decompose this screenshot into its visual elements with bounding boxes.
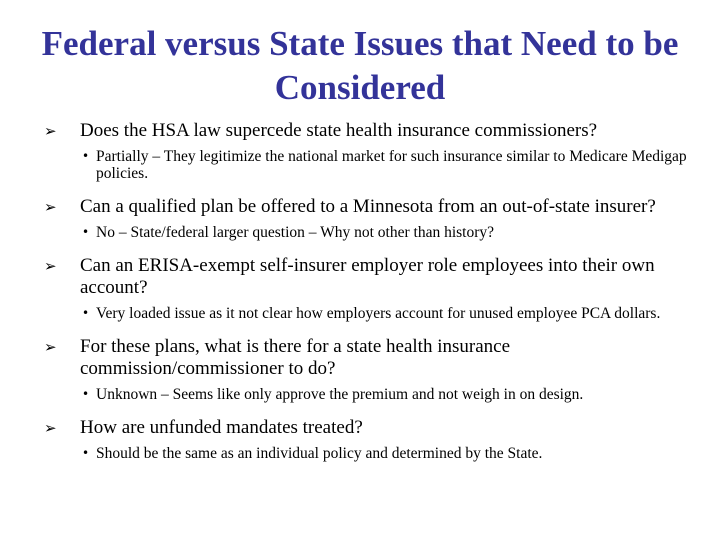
sub-bullet-text: No – State/federal larger question – Why not other than history? — [96, 224, 495, 241]
arrow-bullet-icon: ➢ — [44, 122, 57, 140]
bullet-text: Does the HSA law supercede state health insurance commissioners? — [80, 120, 598, 141]
arrow-bullet-icon: ➢ — [44, 257, 57, 275]
dot-bullet-icon: • — [82, 225, 90, 239]
arrow-bullet-icon: ➢ — [44, 198, 57, 216]
sub-bullet-point — [0, 305, 720, 322]
bullet-text: For these plans, what is there for a state health insurance commission/commissioner to do? — [80, 336, 510, 379]
sub-bullet-text: Unknown – Seems like only approve the premium and not weigh in on design. — [96, 386, 584, 403]
bullet-list — [0, 120, 720, 476]
slide-title: Federal versus State Issues that Need to be Considered — [41, 24, 679, 107]
bullet-point — [0, 196, 720, 218]
list-item — [0, 255, 720, 322]
dot-bullet-icon: • — [82, 149, 90, 163]
sub-bullet-text: Very loaded issue as it not clear how employers account for unused employee PCA dollars. — [96, 305, 661, 322]
bullet-point — [0, 336, 720, 380]
sub-bullet-point — [0, 445, 720, 462]
bullet-text: Can a qualified plan be offered to a Minnesota from an out-of-state insurer? — [80, 196, 656, 217]
bullet-point — [0, 255, 720, 299]
sub-bullet-point — [0, 386, 720, 403]
arrow-bullet-icon: ➢ — [44, 419, 57, 437]
list-item — [0, 196, 720, 241]
dot-bullet-icon: • — [82, 446, 90, 460]
bullet-point — [0, 120, 720, 142]
list-item — [0, 417, 720, 462]
bullet-text: How are unfunded mandates treated? — [80, 417, 363, 438]
sub-bullet-text: Partially – They legitimize the national market for such insurance similar to Medicare Medigap policies. — [96, 148, 687, 182]
list-item — [0, 120, 720, 182]
list-item — [0, 336, 720, 403]
dot-bullet-icon: • — [82, 306, 90, 320]
bullet-point — [0, 417, 720, 439]
sub-bullet-point — [0, 148, 720, 182]
bullet-text: Can an ERISA-exempt self-insurer employer role employees into their own account? — [80, 255, 655, 298]
sub-bullet-text: Should be the same as an individual policy and determined by the State. — [96, 445, 543, 462]
dot-bullet-icon: • — [82, 387, 90, 401]
arrow-bullet-icon: ➢ — [44, 338, 57, 356]
sub-bullet-point — [0, 224, 720, 241]
